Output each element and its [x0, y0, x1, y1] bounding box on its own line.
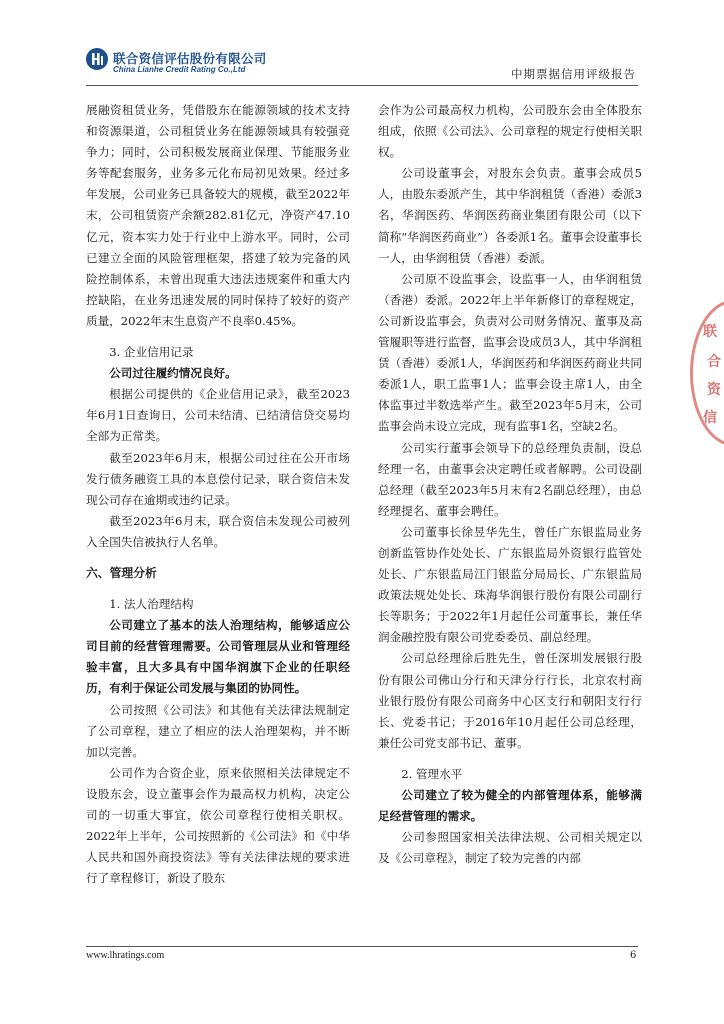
company-seal-stamp — [690, 300, 724, 446]
footer-divider — [86, 946, 638, 947]
footer-website-link[interactable]: www.lhratings.com — [86, 950, 165, 961]
header-divider — [86, 85, 638, 86]
paragraph: 公司原不设监事会，设监事一人，由华润租赁（香港）委派。2022年上半年新修订的章程规定，公司新设监事会，负责对公司财务情况、董事及高管履职等进行监督，监事会设成员3人，其中华润租赁（香港）委派1人，华润医药和华润医药商业共同委派1人，职工监事1人；监事会设主席1人，由全体监事过半数选举产生。截至2023年5月末，公司监事会尚未设立完成，现有监事1名，空缺2名。 — [378, 271, 642, 434]
stamp-char: 信 — [703, 410, 717, 426]
page-number: 6 — [630, 950, 637, 961]
company-name-cn: 联合资信评估股份有限公司 — [113, 51, 267, 66]
paragraph: 公司总经理徐后胜先生，曾任深圳发展银行股份有限公司佛山分行和天津分行行长，北京农村商业银行股份有限公司商务中心区支行和朝阳支行行长、党委书记；于2016年10月起任公司总经理，兼任公司党支部书记、董事。 — [378, 651, 642, 750]
paragraph: 会作为公司最高权力机构，公司股东会由全体股东组成，依照《公司法》、公司章程的规定行使相关职权。 — [378, 103, 642, 160]
subsection-heading: 2. 管理水平 — [401, 766, 463, 781]
paragraph: 公司实行董事会领导下的总经理负责制，设总经理一名，由董事会决定聘任或者解聘。公司设副总经理（截至2023年5月末有2名副总经理），由总经理提名、董事会聘任。 — [378, 440, 642, 518]
paragraph: 展融资租赁业务，凭借股东在能源领域的技术支持和资源渠道，公司租赁业务在能源领域具有较强竞争力；同时，公司积极发展商业保理、节能服务业务等配套服务，业务多元化布局初见效果。经过多年发展，公司业务已具备较大的规模，截至2022年末，公司租赁资产余额282.81亿元，净资产47.10亿元，资本实力处于行业中上游水平。同时，公司已建立全面的风险管理框架，搭建了较为完备的风险控制体系，未曾出现重大违法违规案件和重大内控缺陷，在业务迅速发展的同时保持了较好的资产质量，2022年末生息资产不良率0.45%。 — [86, 103, 350, 328]
section-heading: 六、管理分析 — [86, 565, 157, 580]
stamp-char: 资 — [707, 382, 721, 398]
company-logo-icon — [86, 48, 108, 70]
company-name-en: China Lianhe Credit Rating Co.,Ltd — [113, 65, 246, 74]
report-title: 中期票据信用评级报告 — [511, 67, 636, 81]
paragraph: 公司董事长徐昱华先生，曾任广东银监局业务创新监管协作处处长、广东银监局外资银行监管处处长、广东银监局江门银监分局局长、广东银监局政策法规处处长、珠海华润银行股份有限公司副行长等职务；于2022年1月起任公司董事长，兼任华润金融控股有限公司党委委员、副总经理。 — [378, 524, 642, 645]
section-heading: 3. 企业信用记录 — [109, 345, 194, 360]
bold-summary: 公司建立了基本的法人治理结构，能够适应公司目前的经营管理需要。公司管理层从业和管理经验丰富，且大多具有中国华润旗下企业的任职经历，有利于保证公司发展与集团的协同性。 — [86, 618, 350, 696]
bold-summary: 公司过往履约情况良好。 — [109, 366, 237, 381]
paragraph: 根据公司提供的《企业信用记录》，截至2023年6月1日查询日，公司未结清、已结清信贷交易均全部为正常类。 — [86, 387, 350, 444]
paragraph: 公司参照国家相关法律法规、公司相关规定以及《公司章程》，制定了较为完善的内部 — [378, 830, 642, 866]
paragraph: 截至2023年6月末，根据公司过往在公开市场发行债务融资工具的本息偿付记录，联合资信未发现公司存在逾期或违约记录。 — [86, 450, 350, 507]
right-column — [378, 100, 642, 869]
stamp-char: 联 — [703, 324, 717, 340]
bold-summary: 公司建立了较为健全的内部管理体系，能够满足经营管理的需求。 — [378, 788, 642, 824]
paragraph: 公司按照《公司法》和其他有关法律法规制定了公司章程，建立了相应的法人治理架构，并不断加以完善。 — [86, 702, 350, 759]
subsection-heading: 1. 法人治理结构 — [109, 597, 194, 612]
page-header — [0, 0, 724, 90]
paragraph: 截至2023年6月末，联合资信未发现公司被列入全国失信被执行人名单。 — [86, 513, 350, 549]
paragraph: 公司设董事会，对股东会负责。董事会成员5人，由股东委派产生，其中华润租赁（香港）委派3名，华润医药、华润医药商业集团有限公司（以下简称“华润医药商业”）各委派1名。董事会设董事长一人，由华润租赁（香港）委派。 — [378, 166, 642, 265]
paragraph: 公司作为合资企业，原来依照相关法律规定不设股东会，设立董事会作为最高权力机构，决定公司的一切重大事宜，依公司章程行使相关职权。2022年上半年，公司按照新的《公司法》和《中华人民共和国外商投资法》等有关法律法规的要求进行了章程修订，新设了股东 — [86, 765, 350, 886]
stamp-char: 合 — [707, 354, 721, 370]
left-column — [86, 100, 350, 889]
